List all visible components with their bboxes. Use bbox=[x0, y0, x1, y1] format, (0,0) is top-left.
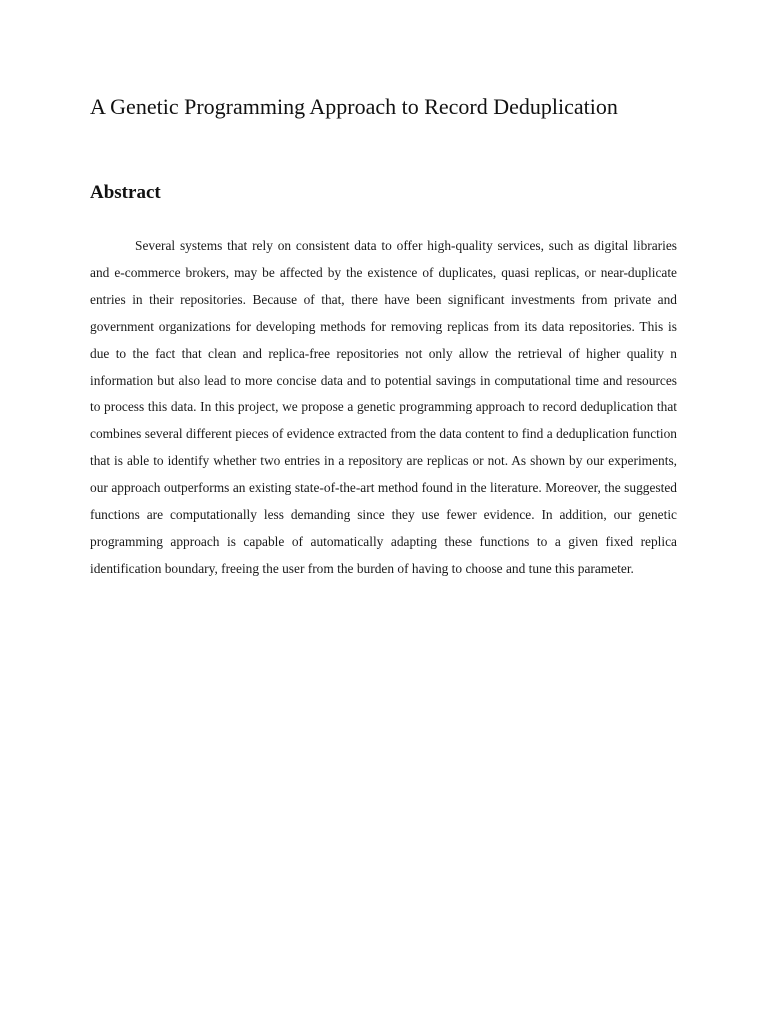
document-title: A Genetic Programming Approach to Record Deduplication bbox=[90, 94, 618, 119]
abstract-paragraph: Several systems that rely on consistent data to offer high-quality services, such as digital libraries and e-commerce brokers, may be affected by the existence of duplicates, quasi replicas, or near-duplicate entries in their repositories. Because of that, there have been significant investments from private and government organizations for developing methods for removing replicas from its data repositories. This is due to the fact that clean and replica-free repositories not only allow the retrieval of higher quality n information but also lead to more concise data and to potential savings in computational time and resources to process this data. In this project, we propose a genetic programming approach to record deduplication that combines several different pieces of evidence extracted from the data content to find a deduplication function that is able to identify whether two entries in a repository are replicas or not. As shown by our experiments, our approach outperforms an existing state-of-the-art method found in the literature. Moreover, the suggested functions are computationally less demanding since they use fewer evidence. In addition, our genetic programming approach is capable of automatically adapting these functions to a given fixed replica identification boundary, freeing the user from the burden of having to choose and tune this parameter. bbox=[90, 238, 677, 576]
abstract-heading: Abstract bbox=[90, 182, 161, 203]
